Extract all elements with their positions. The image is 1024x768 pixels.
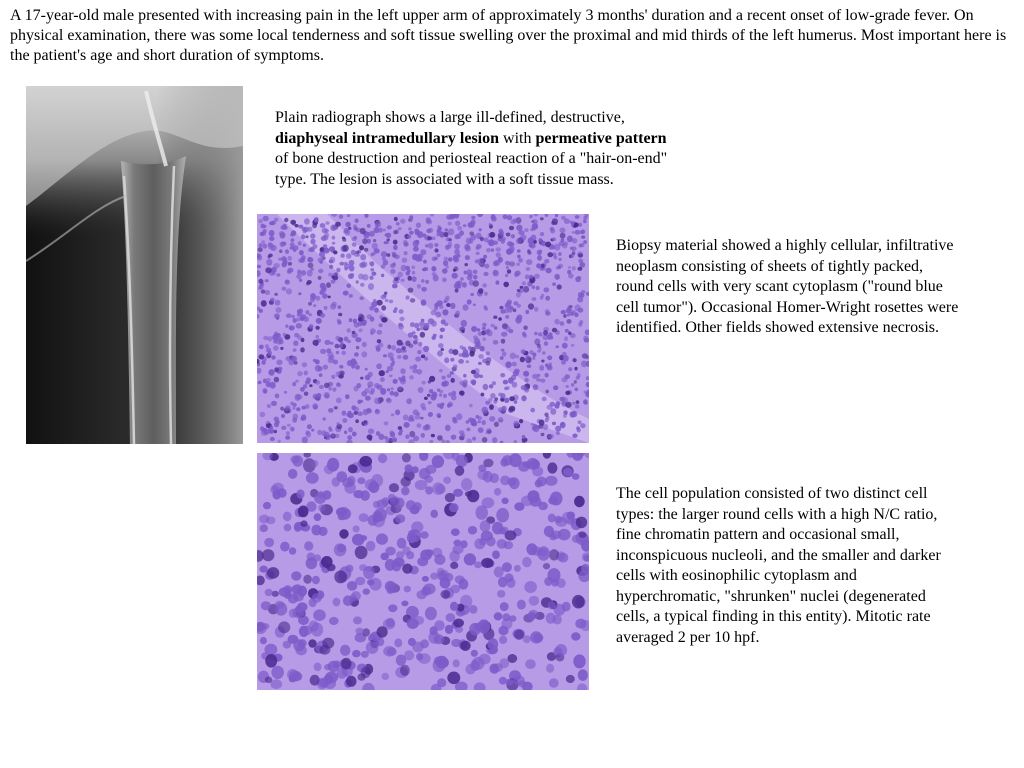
histology-image-high-power	[257, 453, 589, 690]
radiograph-drawing	[26, 86, 243, 444]
biopsy-description: Biopsy material showed a highly cellular, infiltrative neoplasm consisting of sheets of tightly packed, round cells with very scant cytoplasm ("round blue cell tumor"). Occasional Homer-Wright rosettes were identified. Other fields showed extensive necrosis.	[616, 237, 959, 336]
radiograph-bold-1: diaphyseal intramedullary lesion	[275, 129, 500, 147]
radiograph-description	[275, 108, 670, 190]
histology-drawing-low-power	[257, 214, 589, 443]
histology-image-low-power	[257, 214, 589, 443]
radiograph-text-1: Plain radiograph shows a large ill-defined, destructive,	[275, 109, 625, 126]
radiograph-bold-2: permeative pattern	[535, 129, 667, 147]
radiograph-text-2: with	[499, 129, 536, 147]
cell-population-description: The cell population consisted of two distinct cell types: the larger round cells with a high N/C ratio, fine chromatin pattern and occasional small, inconspicuous nucleoli, and the smaller and darker cells with eosinophilic cytoplasm and hyperchromatic, "shrunken" nuclei (degenerated cells, a typical finding in this entity). Mitotic rate averaged 2 per 10 hpf.	[616, 485, 941, 646]
radiograph-image	[26, 86, 243, 444]
radiograph-text-3: of bone destruction and periosteal reaction of a "hair-on-end" type. The lesion is associated with a soft tissue mass.	[275, 150, 668, 188]
case-intro-paragraph: A 17-year-old male presented with increasing pain in the left upper arm of approximately 3 months' duration and a recent onset of low-grade fever. On physical examination, there was some local tenderness and soft tissue swelling over the proximal and mid thirds of the left humerus. Most important here is the patient's age and short duration of symptoms.	[10, 7, 1007, 64]
histology-drawing-high-power	[257, 453, 589, 690]
